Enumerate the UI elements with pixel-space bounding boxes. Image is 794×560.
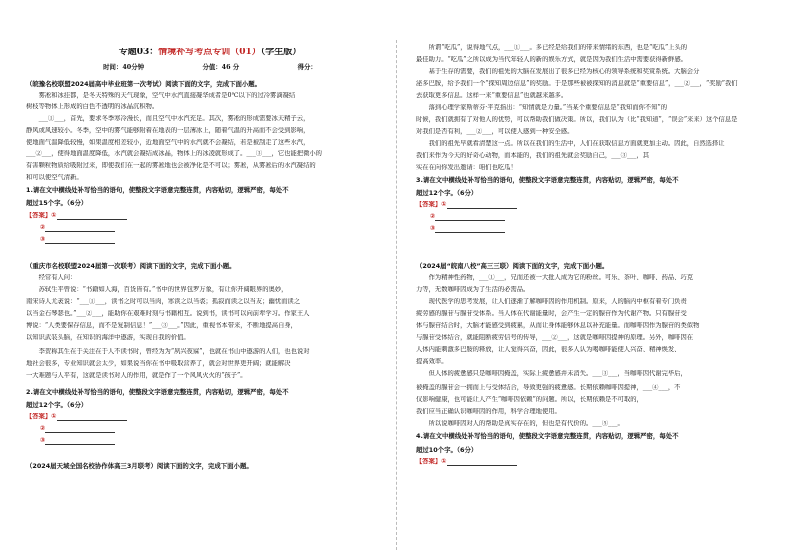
paragraph-line: 基于生存的需要，我们的祖先的大脑在发展出了很多已经为核心的领导系统和奖赏系统。大脑会分 <box>416 68 700 75</box>
paragraph-line: 实在在向你发出邀请：咱们也吃瓜！ <box>416 164 517 171</box>
paragraph-line: 对我们是否有利，___②___，可以使人感到一种安全感。 <box>416 128 574 135</box>
paragraph-line: 我们应当正确认识咖啡因的作用，科学合理地使用。 <box>416 408 561 415</box>
answer-blank <box>45 237 115 244</box>
answer-blank <box>447 459 517 466</box>
paragraph-line: 使地面气温降低较慢，如果温度相差较小，近地面空气中的水汽就不会凝结，若是被刮走了这些水汽， <box>26 139 310 146</box>
paragraph-line: 作为精神性药物，___①___，兄而还被一大批人成为它的粉丝。可乐、茶叶、咖啡、药品、巧克 <box>416 274 694 281</box>
paragraph-line: 落到心理学家斯蒂芬·平克指出：“知情就是力量。”当某个重要信息是“我知而你不知”的 <box>416 104 668 111</box>
paragraph-line: 树枝等物体上形成的白色不透明的冰晶沉积物。 <box>26 103 159 110</box>
answer-blank <box>435 226 505 233</box>
paragraph-line: 所谓“吃瓜”，说得地气点，___①___。多已经是给我们的带来情绪的东西，也是“吃瓜”上头的 <box>416 44 688 51</box>
meta-line <box>26 63 394 71</box>
answer-line: ② <box>430 213 784 221</box>
question-line: 超过12个字。（6分） <box>26 401 88 409</box>
paragraph-line: 静风或风速较小。冬季，空中的雾气能够附着在地表的一层薄冰上，随着气温的升高而不会受到影响， <box>26 127 310 134</box>
paragraph-line: 我们的祖先早就看清楚这一点。所以在我们的生活中，人们在获取信息方面就更加主动。因此，自然选择让 <box>416 140 725 147</box>
paragraph-line: 有害颗粒物质给吸附过来，即使我们在一起的雾凇地也会被净化是不可以；雾凇，从雾凇后的水汽凝结的 <box>26 162 316 169</box>
paragraph-line: 李贺称其生在于关注在于人不读书时，曾经为为“夙兴夜寐”，也就在书山中遨游的人们，也也说对 <box>26 348 310 355</box>
paragraph-line: 雾凇和冰挂都，是冬天特殊的天气现象，空气中水汽直接凝华成者是0℃以下的过冷雾滴凝结 <box>26 92 296 99</box>
title-suffix: （学生版） <box>260 48 302 56</box>
paragraph-line: 与腺苷受体结合，就能阻断疲劳信号的传导，___②___，这就是咖啡因提神的原理。另外，咖啡因在 <box>416 334 694 341</box>
paragraph-line: ___①___，首先，要求冬季寒冷漫长，而且空气中水汽充足。其次，雾凇的形成需要冰天精子云， <box>26 115 310 122</box>
question-line: 1.请在文中横线处补写恰当的语句，使整段文字语意完整连贯，内容贴切，逻辑严密，每处不 <box>26 186 289 194</box>
student-score-label: 得分： <box>297 63 317 71</box>
paragraph-line: 疲劳感的腺苷与腺苷受体系。当人体在代谢能量时，会产生一定的腺苷作为代谢产物。只有腺苷受 <box>416 310 687 317</box>
answer-line: ② <box>40 425 394 433</box>
question-line: 超过12个字。（6分） <box>416 189 478 197</box>
answer-blank <box>57 414 127 421</box>
answer-blank <box>45 438 115 445</box>
paragraph-line: 我们来作为今天的好奇心动物，而本能的，我们的祖先就会奖励自己，___③___，其 <box>416 152 649 159</box>
paragraph-line: 提高效率。 <box>416 358 448 365</box>
paragraph-line: 博说：“人类要保存信息，而不是复制信息！”___③___。”因此，重视书本带来，不断地提高自身， <box>26 322 297 329</box>
question-line: 超过15个字。（6分） <box>26 199 88 207</box>
answer-line: 【答案】① <box>416 201 784 209</box>
answer-line: ③ <box>40 236 394 244</box>
paragraph-line: 体与腺苷结合时，大脑才能感受到疲累，从而让身体能够休息以补充能量。而咖啡因作为腺苷的类似物 <box>416 322 700 329</box>
paragraph-line: 时候，我们就拥有了对他人的优势，可以帮助我们做决策。所以，我们认为（比“我知道”，“误会”来来）这个信息是 <box>416 116 738 123</box>
answer-line: 【答案】① <box>26 413 394 421</box>
column-divider <box>396 40 397 550</box>
paragraph-line: 地社会很多，专业知识就会太少，如果说当你在书中吸取营养了，就会对世界更开阔；就能解决 <box>26 360 291 367</box>
paragraph-line: 以当金石琴瑟也。”___②___，能助你在艰难时刻与书籍相互。说到书，读书可以向前辈学习。作家王人 <box>26 310 310 317</box>
answer-blank <box>435 214 505 221</box>
answer-line: 【答案】① <box>416 458 784 466</box>
paragraph-line: 但人体的疲惫感只是咖啡因掩盖，实际上疲惫感并未消失。___③___，当咖啡因代谢完毕后， <box>416 370 687 377</box>
paragraph-line: 最佳助力。“吃瓜”之所以成为当代年轻人的新的娱乐方式，就是因为我们生活中需要获得新鲜感。 <box>416 56 687 63</box>
paragraph-line: 人体内能刺激多巴胺的释放，让人觉得兴奋，因此，很多人认为喝咖啡能使人兴奋、精神焕发、 <box>416 346 681 353</box>
title-highlight: 情境补写考点专训（01） <box>158 48 261 56</box>
paragraph-line: 所以说咖啡因对人的帮助是真实存在的，但也是有代价的。___⑤___。 <box>416 420 624 427</box>
score-label: 分值：46 分 <box>202 63 240 71</box>
title-prefix: 专题03： <box>118 48 159 56</box>
answer-line: ② <box>40 224 394 232</box>
paragraph-line: 和可以使空气清新。 <box>26 174 83 181</box>
question-line: 超过10个字。（6分） <box>416 446 478 454</box>
answer-blank <box>447 202 517 209</box>
answer-line: 【答案】① <box>26 212 394 220</box>
page-title <box>26 48 394 56</box>
paragraph-line: 被掩盖的腺苷会一拥而上与受体结合，导致更强的疲惫感。长期依赖咖啡因提神，___④___，不 <box>416 384 681 391</box>
paragraph-line: 苏轼生平曾说：“书籍如人海，百货皆有。”书中的世界包罗万象，有让你开阔眼界的奥妙， <box>26 286 288 293</box>
question-line: 4.请在文中横线处补写恰当的语句，使整段文字语意完整连贯，内容贴切，逻辑严密，每处不 <box>416 432 679 440</box>
source-line: （重庆市名校联盟2024届第一次联考）阅读下面的文字，完成下面小题。 <box>26 262 236 270</box>
paragraph-line: 泌多巴胺，给予我们一个“探知周边信息”的奖励。于是那些被被探知的消息就是“重要信息”，___②___，“奖励”我们 <box>416 80 738 87</box>
paragraph-line: 经常有人问： <box>26 274 77 281</box>
question-line: 3.请在文中横线处补写恰当的语句，使整段文字语意完整连贯，内容贴切，逻辑严密，每处不 <box>416 176 679 184</box>
paragraph-line: ___②___，使得地面温度降低，水汽就会凝结成冰晶，物体上的冰凌就形成了。___③___，它也能把微小的 <box>26 150 322 157</box>
paragraph-line: 仅影响健康，也可能让人产生“咖啡因依赖”的问题。所以，长期依赖是不可取的， <box>416 396 643 403</box>
answer-blank <box>57 213 127 220</box>
source-line: （2024届天域全国名校协作体高三3月联考）阅读下面的文字，完成下面小题。 <box>26 462 253 470</box>
question-line: 2.请在文中横线处补写恰当的语句，使整段文字语意完整连贯，内容贴切，逻辑严密，每处不 <box>26 388 289 396</box>
paragraph-line: 去获取更多信息。这样一来“重要信息”也就越来越多。 <box>416 92 568 99</box>
paragraph-line: 南宋诗人尤袤说：“___①___，读书之时可以当肉，寒读之以当裘；孤寂而读之以当友；幽忧而读之 <box>26 298 300 305</box>
source-line: （皖豫名校联盟2024届高中毕业班第一次考试）阅读下面的文字，完成下面小题。 <box>26 80 262 88</box>
answer-line: ③ <box>430 225 784 233</box>
paragraph-line: 以知识武装头脑，在知识的海洋中遨游，实现自我的价值。 <box>26 334 190 341</box>
paragraph-line: 一大难题与人平有，这就是读书对人的作用，就是作了一个风风火火的“孩子”。 <box>26 372 247 379</box>
paragraph-line: 力等，无数咖啡因成为了生活的必需品。 <box>416 286 530 293</box>
source-line: （2024届“皖南八校”高三三联）阅读下面的文字，完成下面小题。 <box>416 262 609 270</box>
answer-blank <box>45 426 115 433</box>
time-label: 时间：40分钟 <box>103 63 145 71</box>
answer-line: ③ <box>40 437 394 445</box>
answer-blank <box>45 225 115 232</box>
paragraph-line: 现代医学的思考发展，让人们逐渐了解咖啡因的作用机制。原来，人的脑内中枢有着专门负责 <box>416 298 687 305</box>
